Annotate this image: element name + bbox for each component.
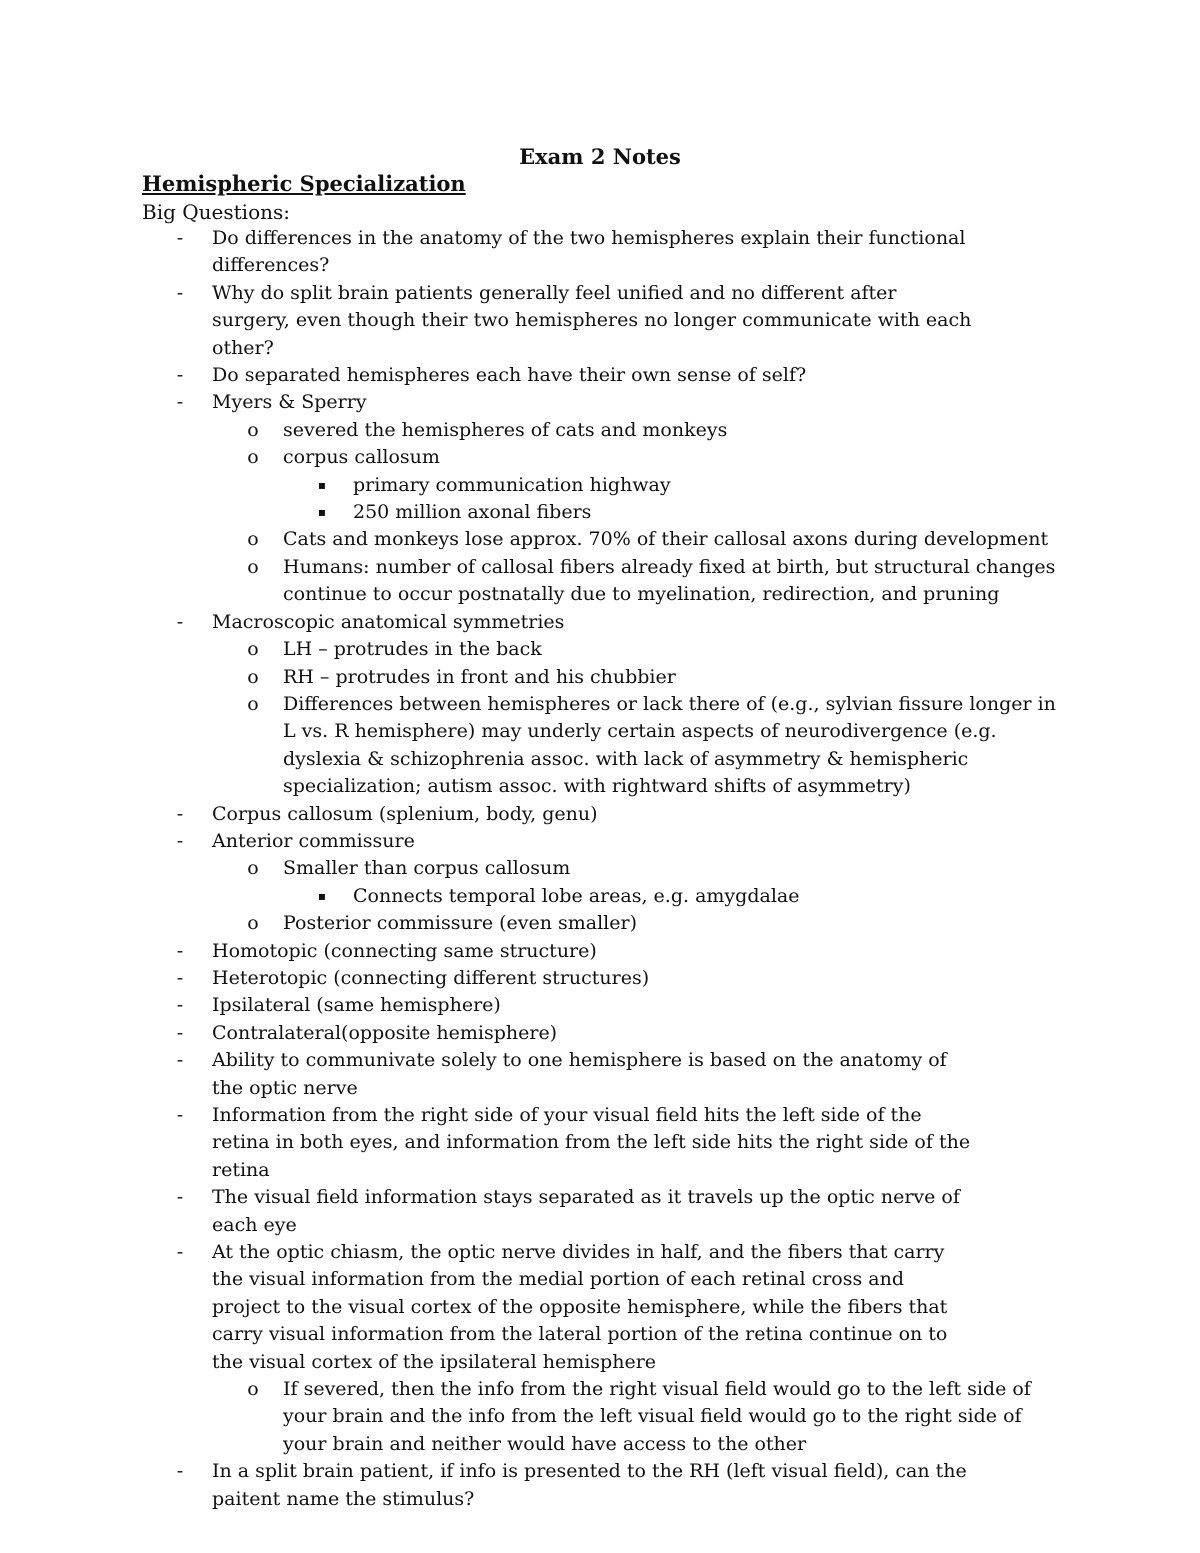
list-item-text: The visual field information stays separated as it travels up the optic nerve of each eye xyxy=(212,1186,960,1236)
list-item-text: Anterior commissure xyxy=(212,829,415,852)
list-item-level-1 xyxy=(0,1020,972,1047)
circle-bullet-icon: o xyxy=(247,912,259,935)
list-item-level-1 xyxy=(0,1458,972,1513)
square-bullet-icon: ▪ xyxy=(317,888,327,903)
list-item-level-2 xyxy=(0,636,1063,663)
list-item-level-2 xyxy=(0,910,1063,937)
dash-bullet-icon: - xyxy=(176,966,184,989)
list-item-level-2 xyxy=(0,1376,1063,1458)
list-item-text: Ipsilateral (same hemisphere) xyxy=(212,994,501,1017)
list-item-level-1 xyxy=(0,1047,972,1102)
list-item-text: Posterior commissure (even smaller) xyxy=(283,912,637,935)
list-item-text: Humans: number of callosal fibers already fixed at birth, but structural changes continue to occur postnatally due to myelination, redirection, and pruning xyxy=(283,555,1056,606)
dash-bullet-icon: - xyxy=(176,610,184,633)
list-item-text: RH – protrudes in front and his chubbier xyxy=(283,665,676,688)
list-item-text: Smaller than corpus callosum xyxy=(283,857,571,880)
dash-bullet-icon: - xyxy=(176,1049,184,1072)
list-item-level-3 xyxy=(0,472,1073,499)
dash-bullet-icon: - xyxy=(176,1186,184,1209)
list-item-text: LH – protrudes in the back xyxy=(283,638,542,661)
dash-bullet-icon: - xyxy=(176,829,184,852)
circle-bullet-icon: o xyxy=(247,418,259,441)
page-title: Exam 2 Notes xyxy=(519,144,681,169)
list-item-level-2 xyxy=(0,526,1063,553)
list-item-level-2 xyxy=(0,417,1063,444)
list-item-text: Connects temporal lobe areas, e.g. amygdalae xyxy=(353,884,800,907)
list-item-level-2 xyxy=(0,554,1063,609)
dash-bullet-icon: - xyxy=(176,1021,184,1044)
section-heading: Hemispheric Specialization xyxy=(142,171,466,196)
list-item-level-1 xyxy=(0,225,972,280)
list-item-text: Ability to communivate solely to one hemisphere is based on the anatomy of the optic nerve xyxy=(212,1049,947,1099)
dash-bullet-icon: - xyxy=(176,1460,184,1483)
dash-bullet-icon: - xyxy=(176,1104,184,1126)
list-item-text: Homotopic (connecting same structure) xyxy=(212,939,597,962)
square-bullet-icon: ▪ xyxy=(317,505,327,520)
notes-list xyxy=(0,225,1200,1513)
list-item-text: In a split brain patient, if info is presented to the RH (left visual field), can the paitent name the stimulus? xyxy=(212,1460,967,1510)
circle-bullet-icon: o xyxy=(247,857,259,880)
list-item-text: Corpus callosum (splenium, body, genu) xyxy=(212,802,598,825)
list-item-text: Contralateral(opposite hemisphere) xyxy=(212,1021,558,1044)
list-item-text: severed the hemispheres of cats and monkeys xyxy=(283,418,728,441)
circle-bullet-icon: o xyxy=(247,638,259,661)
list-item-text: If severed, then the info from the right visual field would go to the left side of your brain and the info from the left visual field would go to the right side of your brain and neither would have access to the other xyxy=(283,1378,1031,1455)
list-item-text: Differences between hemispheres or lack there of (e.g., sylvian fissure longer in L vs. R hemisphere) may underly certain aspects of neurodivergence (e.g. dyslexia & schizophrenia assoc. with lack of asymmetry & hemispheric specialization; autism assoc. with rightward shifts of asymmetry) xyxy=(283,692,1056,798)
list-item-text: Cats and monkeys lose approx. 70% of their callosal axons during development xyxy=(283,528,1049,551)
list-item-level-3 xyxy=(0,499,1073,526)
dash-bullet-icon: - xyxy=(176,939,184,962)
list-item-text: primary communication highway xyxy=(353,473,671,496)
list-item-level-1 xyxy=(0,828,972,855)
intro-label: Big Questions: xyxy=(142,200,290,224)
list-item-level-1 xyxy=(0,938,972,965)
list-item-text: Myers & Sperry xyxy=(212,391,367,414)
list-item-level-2 xyxy=(0,691,1063,801)
list-item-text: Heterotopic (connecting different structures) xyxy=(212,966,650,989)
dash-bullet-icon: - xyxy=(176,1241,184,1264)
list-item-level-1 xyxy=(0,362,972,389)
list-item-level-2 xyxy=(0,444,1063,471)
list-item-text: Why do split brain patients generally feel unified and no different after surgery, even though their two hemispheres no longer communicate with each other? xyxy=(212,281,972,359)
dash-bullet-icon: - xyxy=(176,364,184,387)
list-item-level-1 xyxy=(0,992,972,1019)
list-item-level-1 xyxy=(0,1184,972,1239)
circle-bullet-icon: o xyxy=(247,555,259,578)
dash-bullet-icon: - xyxy=(176,281,184,304)
list-item-text: Macroscopic anatomical symmetries xyxy=(212,610,565,633)
list-item-level-1 xyxy=(0,280,972,362)
dash-bullet-icon: - xyxy=(176,391,184,414)
dash-bullet-icon: - xyxy=(176,994,184,1017)
list-item-level-1 xyxy=(0,801,972,828)
circle-bullet-icon: o xyxy=(247,446,259,469)
list-item-level-1 xyxy=(0,1239,972,1376)
square-bullet-icon: ▪ xyxy=(317,477,327,492)
list-item-level-2 xyxy=(0,855,1063,882)
circle-bullet-icon: o xyxy=(247,1378,259,1401)
list-item-level-1 xyxy=(0,1102,972,1184)
circle-bullet-icon: o xyxy=(247,528,259,551)
list-item-level-3 xyxy=(0,883,1073,910)
list-item-level-1 xyxy=(0,609,972,636)
list-item-text: At the optic chiasm, the optic nerve divides in half, and the fibers that carry the visual information from the medial portion of each retinal cross and project to the visual cortex of the opposite hemisphere, while the fibers that carry visual information from the lateral portion of the retina continue on to the visual cortex of the ipsilateral hemisphere xyxy=(212,1241,948,1373)
list-item-text: 250 million axonal fibers xyxy=(353,501,592,524)
circle-bullet-icon: o xyxy=(247,692,259,715)
circle-bullet-icon: o xyxy=(247,665,259,688)
list-item-level-1 xyxy=(0,965,972,992)
list-item-text: corpus callosum xyxy=(283,446,440,469)
list-item-text: Do separated hemispheres each have their own sense of self? xyxy=(212,364,807,387)
list-item-level-2 xyxy=(0,664,1063,691)
list-item-text: Do differences in the anatomy of the two hemispheres explain their functional differences? xyxy=(212,227,966,277)
dash-bullet-icon: - xyxy=(176,227,184,249)
dash-bullet-icon: - xyxy=(176,802,184,825)
list-item-level-1 xyxy=(0,389,972,416)
list-item-text: Information from the right side of your visual field hits the left side of the retina in both eyes, and information from the left side hits the right side of the retina xyxy=(212,1104,971,1181)
